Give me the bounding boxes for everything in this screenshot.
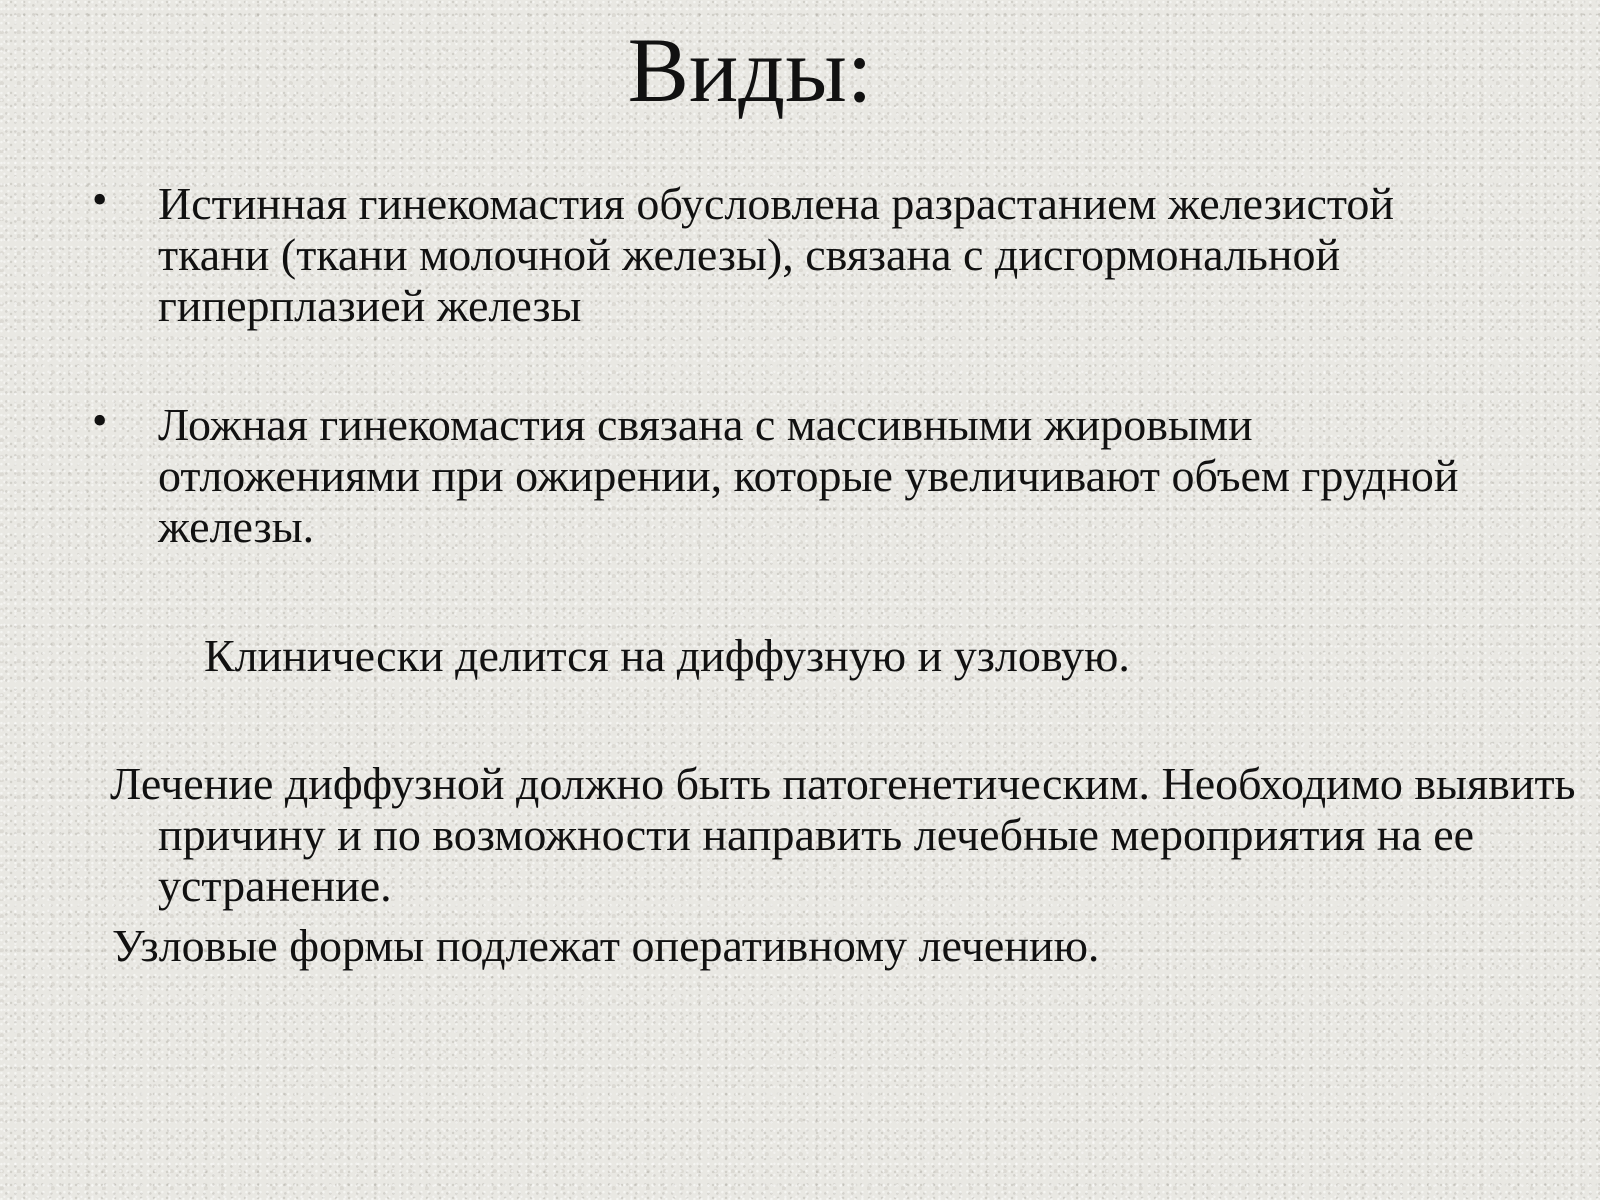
treatment-paragraph: Лечение диффузной должно быть патогенетическим. Необходимо выявить причину и по возможности направить лечебные мероприятия на ее устранение. [110, 758, 1576, 911]
bullet-item-true-gynecomastia [92, 175, 1512, 331]
bullet-item-false-gynecomastia [92, 396, 1512, 552]
nodular-forms-text: Узловые формы подлежат оперативному лечению. [112, 920, 1100, 971]
slide-title: Виды: [627, 19, 873, 121]
bullet-list [92, 175, 1512, 620]
bullet-dot-icon: • [92, 396, 108, 445]
bullet-dot-icon: • [92, 175, 108, 224]
bullet-text: Ложная гинекомастия связана с массивными жировыми отложениями при ожирении, которые увеличивают объем грудной железы. [158, 399, 1459, 552]
clinical-classification-text: Клинически делится на диффузную и узловую. [204, 630, 1130, 681]
bullet-text: Истинная гинекомастия обусловлена разрастанием железистой ткани (ткани молочной железы), связана с дисгормональной гиперплазией железы [158, 178, 1394, 331]
